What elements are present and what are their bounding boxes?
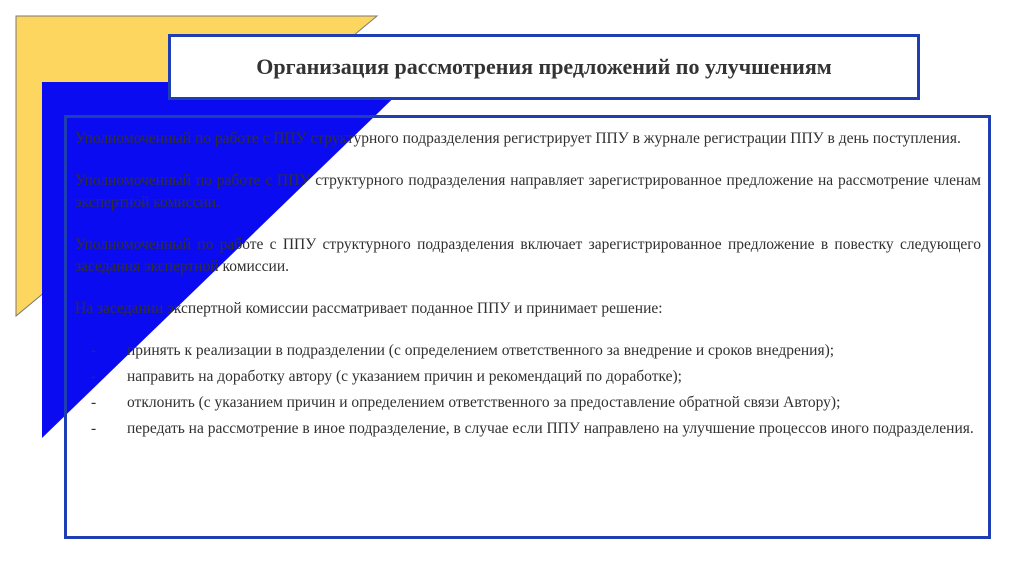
paragraph-include-in-agenda: Уполномоченный по работе с ППУ структурного подразделения включает зарегистрированное предложение в повестку следующего заседания экспертной комиссии.	[75, 236, 981, 275]
bullet-dash: -	[91, 420, 97, 437]
page-title: Организация рассмотрения предложений по улучшениям	[256, 54, 832, 79]
decision-list	[75, 340, 981, 440]
paragraph-send-to-commission: Уполномоченный по работе с ППУ структурного подразделения направляет зарегистрированное предложение на рассмотрение членам экспертной комиссии.	[75, 172, 981, 211]
list-item	[75, 418, 981, 440]
decision-text: принять к реализации в подразделении (с определением ответственного за внедрение и сроков внедрения);	[127, 342, 835, 359]
paragraph-meeting-decision: На заседании экспертной комиссии рассматривает поданное ППУ и принимает решение:	[75, 300, 663, 317]
decision-text: передать на рассмотрение в иное подразделение, в случае если ППУ направлено на улучшение процессов иного подразделения.	[127, 420, 974, 437]
list-item	[75, 392, 981, 414]
title-box	[168, 34, 920, 100]
decision-text: направить на доработку автору (с указанием причин и рекомендаций по доработке);	[127, 368, 682, 385]
bullet-dash: -	[91, 368, 97, 385]
bullet-dash: -	[91, 342, 97, 359]
bullet-dash: -	[91, 394, 97, 411]
list-item	[75, 366, 981, 388]
paragraph-registration: Уполномоченный по работе с ППУ структурного подразделения регистрирует ППУ в журнале регистрации ППУ в день поступления.	[75, 130, 961, 147]
decision-text: отклонить (с указанием причин и определением ответственного за предоставление обратной связи Автору);	[127, 394, 841, 411]
content-text	[75, 128, 981, 444]
list-item	[75, 340, 981, 362]
